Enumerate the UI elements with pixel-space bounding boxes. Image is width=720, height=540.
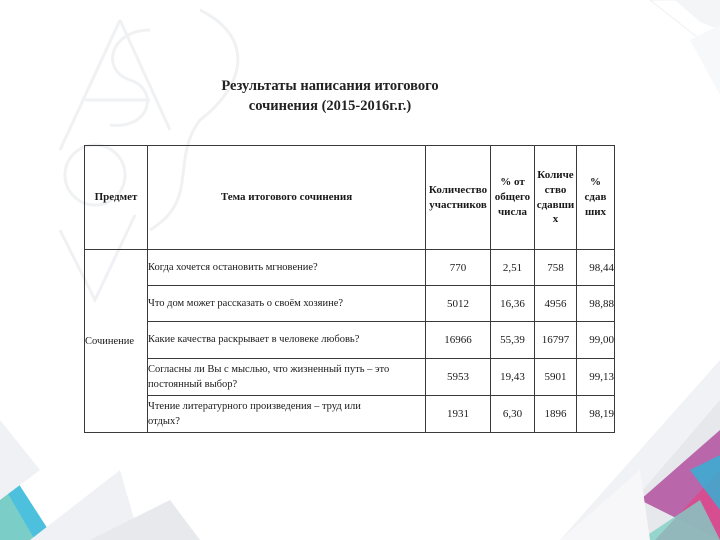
page-title xyxy=(150,76,510,117)
pct-passed-cell: 98,44 xyxy=(577,250,615,286)
subject-cell: Сочинение xyxy=(85,250,148,433)
pct-passed-cell: 99,00 xyxy=(577,322,615,359)
header-topic: Тема итогового сочинения xyxy=(148,146,426,250)
passed-cell: 4956 xyxy=(535,286,577,322)
table-row xyxy=(85,322,615,359)
participants-cell: 5953 xyxy=(426,359,491,396)
pct-passed-cell: 98,88 xyxy=(577,286,615,322)
header-pct-passed: % сдав ших xyxy=(577,146,615,250)
header-subject: Предмет xyxy=(85,146,148,250)
pct-total-cell: 2,51 xyxy=(491,250,535,286)
participants-cell: 5012 xyxy=(426,286,491,322)
topic-cell: Когда хочется остановить мгновение? xyxy=(148,250,426,286)
pct-total-cell: 19,43 xyxy=(491,359,535,396)
table-row xyxy=(85,359,615,396)
header-passed-count: Количе ство сдавши х xyxy=(535,146,577,250)
pct-total-cell: 16,36 xyxy=(491,286,535,322)
table-row xyxy=(85,250,615,286)
pct-total-cell: 6,30 xyxy=(491,396,535,433)
table-row xyxy=(85,396,615,433)
header-pct-total: % от общего числа xyxy=(491,146,535,250)
pct-passed-cell: 99,13 xyxy=(577,359,615,396)
pct-total-cell: 55,39 xyxy=(491,322,535,359)
participants-cell: 770 xyxy=(426,250,491,286)
title-line-2: сочинения (2015-2016г.г.) xyxy=(248,98,412,115)
topic-cell: Что дом может рассказать о своём хозяине? xyxy=(148,286,426,322)
bottom-left-shards xyxy=(0,420,200,540)
table-header-row xyxy=(85,146,615,250)
title-line-1: Результаты написания итогового xyxy=(221,78,439,94)
topic-cell: Согласны ли Вы с мыслью, что жизненный путь – это постоянный выбор? xyxy=(148,359,426,396)
header-participants: Количество участников xyxy=(426,146,491,250)
passed-cell: 5901 xyxy=(535,359,577,396)
results-table xyxy=(84,145,615,433)
topic-cell: Чтение литературного произведения – труд или отдых? xyxy=(148,396,426,433)
passed-cell: 16797 xyxy=(535,322,577,359)
topic-cell: Какие качества раскрывает в человеке любовь? xyxy=(148,322,426,359)
participants-cell: 1931 xyxy=(426,396,491,433)
table-row xyxy=(85,286,615,322)
participants-cell: 16966 xyxy=(426,322,491,359)
passed-cell: 1896 xyxy=(535,396,577,433)
pct-passed-cell: 98,19 xyxy=(577,396,615,433)
passed-cell: 758 xyxy=(535,250,577,286)
top-right-shards xyxy=(650,0,720,95)
